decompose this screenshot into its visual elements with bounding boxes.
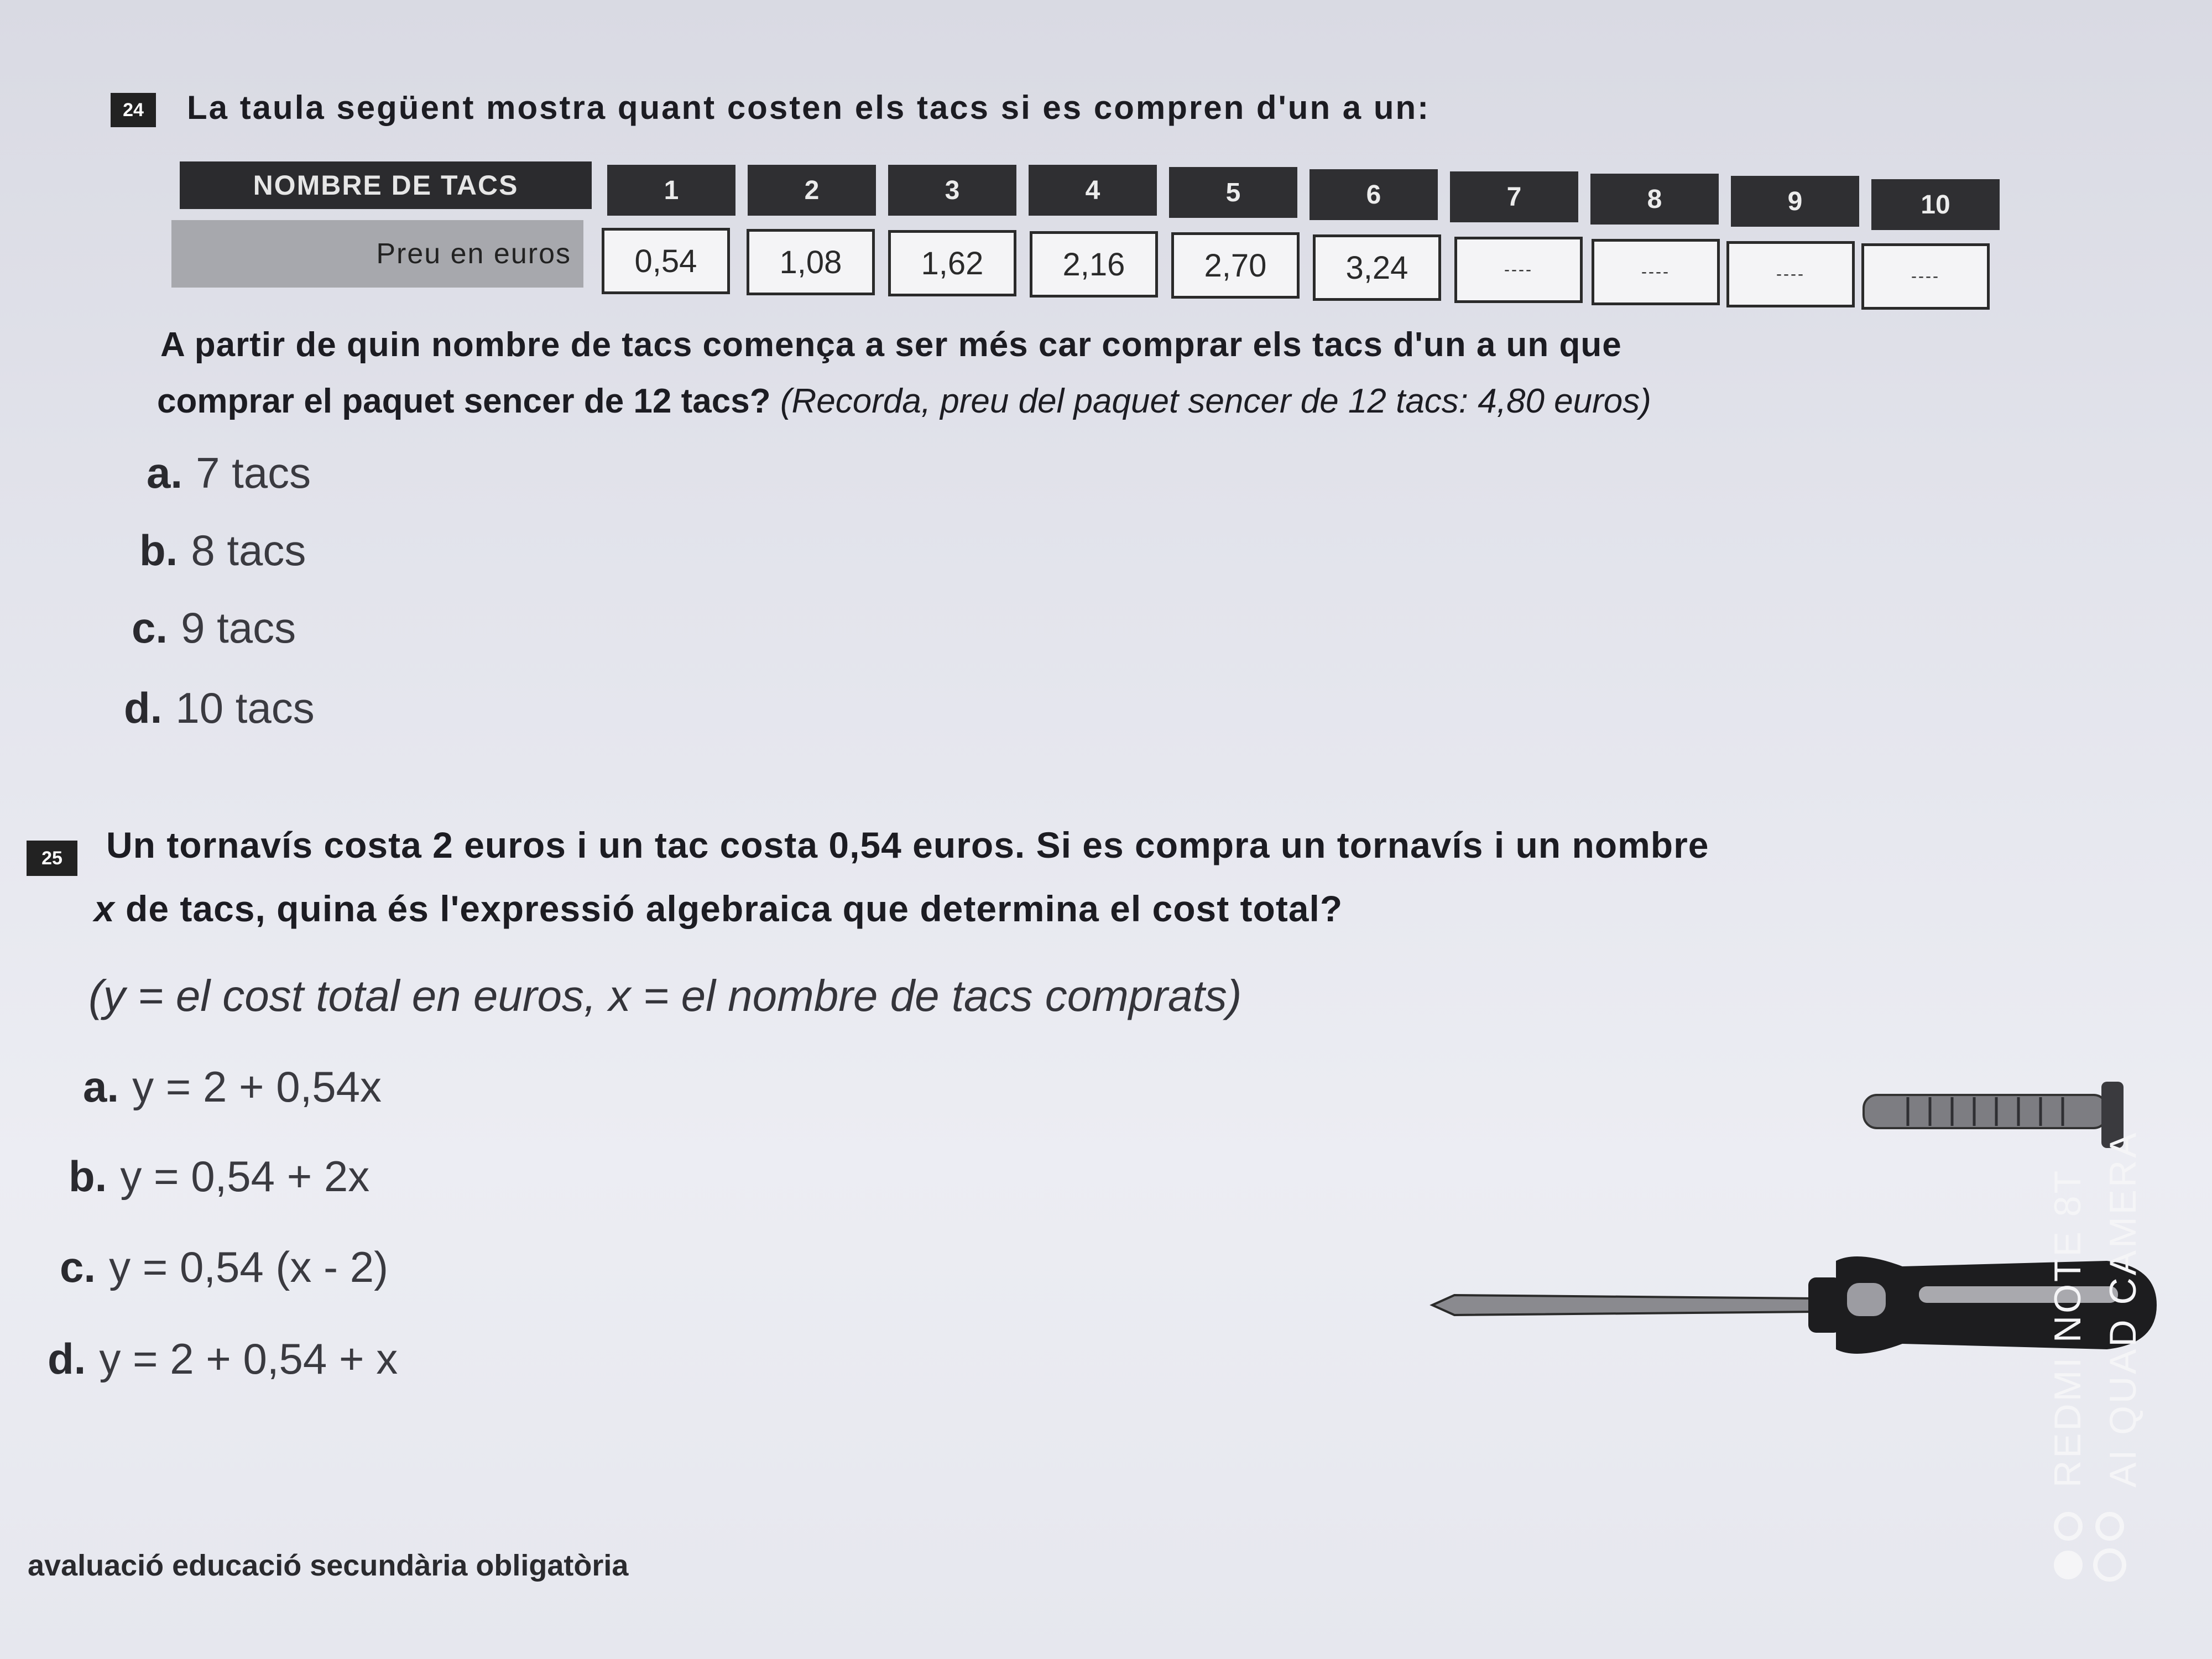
price-cell: 1,62	[888, 230, 1016, 296]
option-letter: c.	[60, 1243, 96, 1291]
count-cell: 10	[1871, 179, 2000, 230]
option-text: y = 0,54 + 2x	[120, 1152, 370, 1201]
count-cell: 4	[1029, 165, 1157, 216]
count-cell: 6	[1310, 169, 1438, 220]
table-row-label: Preu en euros	[171, 220, 583, 288]
count-cell: 9	[1731, 176, 1859, 227]
question-25-variable: x	[94, 888, 115, 929]
option-letter: b.	[139, 526, 178, 575]
count-cell: 8	[1590, 174, 1719, 225]
watermark-line2: AI QUAD CAMERA	[2102, 1130, 2144, 1488]
option-24-a[interactable]	[147, 448, 311, 498]
wall-plug-illustration	[1858, 1078, 2135, 1156]
question-24-line2	[157, 382, 1651, 421]
price-cell: 1,08	[747, 229, 875, 295]
option-text: y = 0,54 (x - 2)	[109, 1243, 389, 1291]
price-cell: 0,54	[602, 228, 730, 294]
camera-logo-icon	[2046, 1510, 2135, 1587]
option-25-b[interactable]	[69, 1151, 369, 1202]
price-cell: ----	[1454, 237, 1583, 303]
option-letter: c.	[132, 603, 168, 652]
option-25-a[interactable]	[83, 1062, 382, 1112]
count-cell: 5	[1169, 167, 1297, 218]
option-text: 9 tacs	[181, 603, 296, 652]
count-cell: 3	[888, 165, 1016, 216]
option-text: y = 2 + 0,54x	[132, 1062, 382, 1111]
table-header-label: NOMBRE DE TACS	[180, 161, 592, 209]
option-letter: d.	[48, 1334, 86, 1383]
count-cell: 7	[1450, 171, 1578, 222]
price-cell: ----	[1861, 243, 1990, 310]
price-cell: 2,16	[1030, 231, 1158, 298]
question-25-number: 25	[27, 841, 77, 876]
watermark-line1: REDMI NOTE 8T	[2047, 1168, 2089, 1488]
option-text: 7 tacs	[196, 448, 311, 497]
question-25-title-rest: de tacs, quina és l'expressió algebraica que determina el cost total?	[114, 888, 1343, 929]
price-cell: 2,70	[1171, 232, 1300, 299]
option-25-d[interactable]	[48, 1334, 398, 1384]
option-25-c[interactable]	[60, 1242, 388, 1292]
option-24-c[interactable]	[132, 603, 296, 653]
option-letter: b.	[69, 1152, 107, 1201]
count-cell: 1	[607, 165, 735, 216]
question-24-hint: (Recorda, preu del paquet sencer de 12 tacs: 4,80 euros)	[780, 382, 1651, 420]
count-cell: 2	[748, 165, 876, 216]
question-24-title: La taula següent mostra quant costen els tacs si es compren d'un a un:	[187, 89, 1431, 126]
question-25-title-line2	[94, 888, 1343, 930]
question-25-title-line1: Un tornavís costa 2 euros i un tac costa 0,54 euros. Si es compra un tornavís i un nombre	[106, 825, 1709, 865]
option-text: 8 tacs	[191, 526, 306, 575]
option-text: y = 2 + 0,54 + x	[99, 1334, 398, 1383]
price-cell: ----	[1592, 239, 1720, 305]
option-24-b[interactable]	[139, 525, 306, 576]
option-text: 10 tacs	[175, 684, 315, 732]
price-cell: 3,24	[1313, 234, 1441, 301]
page-footer: avaluació educació secundària obligatòria	[28, 1549, 629, 1582]
option-24-d[interactable]	[124, 683, 315, 733]
question-24-number: 24	[111, 93, 156, 127]
option-letter: d.	[124, 684, 163, 732]
question-24-line2-bold: comprar el paquet sencer de 12 tacs?	[157, 382, 771, 420]
question-24-line1: A partir de quin nombre de tacs comença a ser més car comprar els tacs d'un a un que	[160, 326, 1622, 364]
question-25-note: (y = el cost total en euros, x = el nombre de tacs comprats)	[88, 971, 1242, 1020]
price-cell: ----	[1726, 241, 1855, 307]
option-letter: a.	[147, 448, 183, 497]
option-letter: a.	[83, 1062, 119, 1111]
